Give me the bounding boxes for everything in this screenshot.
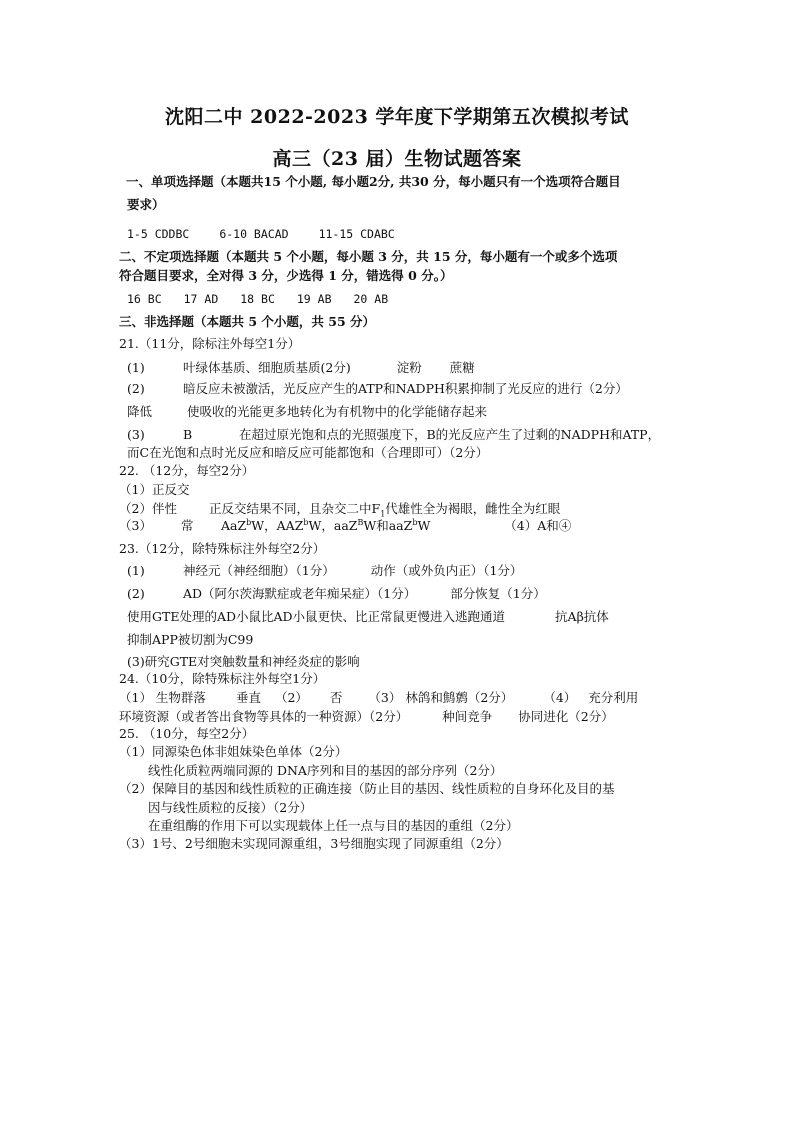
q22-heading: 22. （12分，每空2分） — [119, 463, 255, 478]
q25-part3: （3）1号、2号细胞未实现同源重组，3号细胞实现了同源重组（2分） — [119, 836, 509, 851]
q24-line1: （1） 生物群落 垂直 （2） 否 （3） 林鸽和鹪鹩（2分） （4） 充分利用 — [119, 690, 639, 705]
q23-heading: 23.（12分，除特殊标注外每空2分） — [119, 541, 326, 556]
q25-part1-b: 线性化质粒两端同源的 DNA序列和目的基因的部分序列（2分） — [148, 763, 503, 778]
q21-part1: (1) 叶绿体基质、细胞质基质(2分) 淀粉 蔗糖 — [127, 360, 475, 375]
q23-part2: (2) AD（阿尔茨海默症或老年痴呆症）（1分） 部分恢复（1分） — [127, 586, 546, 601]
q22-part1: （1）正反交 — [119, 482, 190, 497]
answer-group: 11-15 CDABC — [318, 227, 395, 241]
section2-heading: 二、不定项选择题（本题共 5 个小题，每小题 3 分，共 15 分，每小题有一个或多个选项 — [119, 249, 618, 264]
section3-heading: 三、非选择题（本题共 5 个小题，共 55 分） — [119, 314, 376, 329]
q21-heading: 21.（11分，除标注外每空1分） — [119, 336, 301, 351]
section2-heading-cont: 符合题目要求，全对得 3 分，少选得 1 分，错选得 0 分。） — [119, 268, 453, 283]
exam-title: 沈阳二中 2022-2023 学年度下学期第五次模拟考试 — [165, 106, 629, 128]
answer-group: 1-5 CDDBC — [127, 227, 190, 241]
q23-part2-b: 使用GTE处理的AD小鼠比AD小鼠更快、比正常鼠更慢进入逃跑通道 抗Aβ抗体 — [127, 609, 609, 624]
section1-answers — [127, 226, 395, 242]
q25-heading: 25. （10分，每空2分） — [119, 726, 255, 741]
section1-heading: 一、单项选择题（本题共15 个小题, 每小题2分, 共30 分，每小题只有一个选项符合题目 — [126, 174, 621, 189]
q21-part2-cont: 降低 使吸收的光能更多地转化为有机物中的化学能储存起来 — [127, 404, 488, 419]
q25-part2-b: 在重组酶的作用下可以实现载体上任一点与目的基因的重组（2分） — [148, 818, 519, 833]
q25-part2: （2）保障目的基因和线性质粒的正确连接（防止目的基因、线性质粒的自身环化及目的基 — [119, 781, 615, 796]
q22-part2: （2）伴性 正反交结果不同，且杂交二中$F_1$代雄性全为褐眼，雌性全为红眼 — [119, 501, 561, 519]
q23-part2-c: 抑制APP被切割为C99 — [127, 632, 254, 647]
q24-heading: 24.（10分，除特殊标注外每空1分） — [119, 671, 326, 686]
exam-subtitle: 高三（23 届）生物试题答案 — [272, 148, 522, 170]
answer-group: 17 AD — [183, 292, 219, 306]
q25-part2-cont: 因与线性质粒的反接）（2分） — [148, 800, 313, 815]
q21-part3: (3) B 在超过原光饱和点的光照强度下，B的光反应产生了过剩的NADPH和ATP， — [127, 427, 661, 442]
answer-group: 18 BC — [240, 292, 275, 306]
q21-part2: (2) 暗反应未被激活，光反应产生的ATP和NADPH积累抑制了光反应的进行（2分） — [127, 381, 628, 396]
q24-line2: 环境资源（或者答出食物等具体的一种资源）（2分） 种间竞争 协同进化（2分） — [119, 709, 614, 724]
q21-part3-cont: 而C在光饱和点时光反应和暗反应可能都饱和（合理即可）（2分） — [127, 445, 489, 460]
answer-group: 6-10 BACAD — [219, 227, 289, 241]
answer-group: 19 AB — [296, 292, 332, 306]
q23-part3: (3)研究GTE对突触数量和神经炎症的影响 — [127, 654, 360, 669]
section2-answers — [127, 291, 388, 307]
q22-part3: （3） 常 AaZ$^b$W，AAZ$^b$W，aaZ$^B$W和aaZ$^b$W （4）A和④ — [119, 517, 572, 533]
answer-group: 20 AB — [353, 292, 389, 306]
answer-group: 16 BC — [127, 292, 162, 306]
section1-heading-cont: 要求） — [127, 197, 165, 212]
q25-part1: （1）同源染色体非姐妹染色单体（2分） — [119, 744, 348, 759]
q23-part1: (1) 神经元（神经细胞）（1分） 动作（或外负内正）（1分） — [127, 563, 523, 578]
